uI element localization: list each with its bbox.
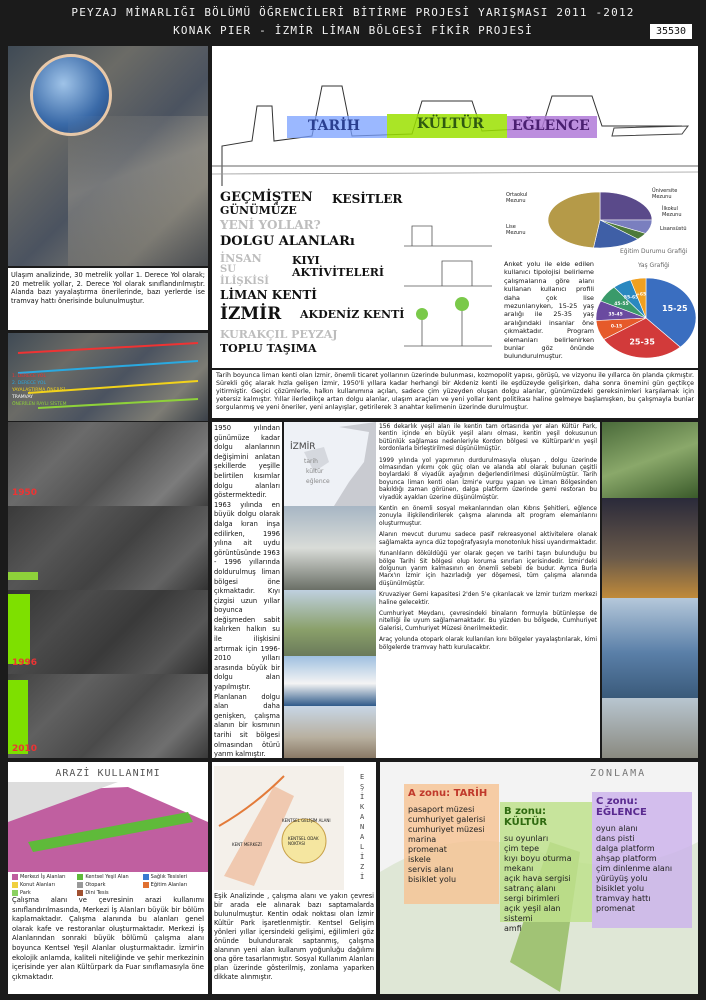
izmir-bay-shape (284, 422, 376, 506)
land-use-map (8, 782, 208, 872)
satellite-map-top-left (8, 46, 208, 266)
year-1996: 1996 (12, 658, 38, 668)
zone-b-item: satranç alanı (504, 884, 556, 893)
pie-label: +65 (636, 292, 647, 298)
zone-c-item: ahşap platform (596, 854, 657, 863)
photo-coast (602, 598, 698, 698)
legend-park: Park (12, 890, 73, 896)
edu-label-ilkokul: İlkokul Mezunu (662, 206, 682, 218)
section-sketches (402, 206, 498, 366)
pie-label: 0-15 (610, 324, 623, 330)
zone-a-item: pasaport müzesi (408, 805, 475, 814)
edu-label-lise: Lise Mezunu (506, 224, 526, 236)
izmir-column (284, 422, 376, 758)
zone-b-title: B zonu: KÜLTÜR (504, 806, 548, 828)
pie-label: 35-45 (608, 312, 623, 318)
pie-slice (548, 192, 600, 248)
year-2010: 2010 (12, 744, 38, 754)
age-title: Yaş Grafiği (638, 262, 670, 269)
edu-label-lisansustu: Lisansüstü (660, 226, 687, 232)
legend-egitim: Eğitim Alanları (143, 882, 204, 888)
threshold-label-3: KENT MERKEZİ (232, 842, 262, 847)
zone-c-item: promenat (596, 904, 635, 913)
zone-b-item: açık yeşil alan sistemi (504, 904, 561, 923)
kw-insan: İNSAN (220, 252, 262, 265)
kw-gecmisten: GEÇMİŞTEN (220, 190, 313, 205)
zone-c-item: tramvay hattı (596, 894, 651, 903)
year-1950: 1950 (12, 488, 38, 498)
photo-harbor (602, 698, 698, 758)
zone-c-list (596, 824, 688, 914)
zone-b-item: sergi birimleri (504, 894, 560, 903)
zone-a-list (408, 805, 495, 885)
izmir-word-kultur: kültür (306, 468, 324, 475)
pie-slice (600, 192, 652, 220)
kw-kiyi: KIYI (292, 254, 320, 267)
photo-square (284, 706, 376, 758)
zone-b-item: kıyı boyu oturma mekanı (504, 854, 572, 873)
zone-a-item: cumhuriyet müzesi (408, 825, 485, 834)
pie-label: 45-55 (614, 301, 629, 307)
zone-b-item: amfi (504, 924, 522, 933)
age-pie (592, 268, 698, 366)
land-use-panel (8, 762, 208, 994)
sketch-strip (212, 46, 698, 186)
zone-b-item: çim tepe (504, 844, 540, 853)
strip-label-tarih: TARİH (308, 118, 360, 134)
legend-item: TRAMVAY (12, 395, 33, 400)
edu-title: Eğitim Durumu Grafiği (620, 248, 688, 255)
dolgu-text-panel: 1950 yılından günümüze kadar dolgu alanlarının değişimini anlatan şekillerde yeşille belirtilen kısımlar dolgu alanları göstermektedir. 1963 yılında en büyük dolgu olarak dalga kıran inşa edilirken, 1996 yılına ait uydu görüntüsünde 1963 - 1996 yıllarında doldurulmuş liman bölgesi öne çıkmaktadır. Kıyı çizgisi uzun yıllar boyunca değişmeden sabit kalırken halkın su ile ilişkisini artırmak için 1996-2010 yılları arasında büyük bir dolgu alan yapılmıştır. Planlanan dolgu alan daha genişken, çalışma alanın bir kısmının tarihi sit bölgesi olmasından ötürü yarım kalmıştır. (214, 424, 280, 759)
photo-promenade (284, 590, 376, 656)
history-image-2010 (8, 674, 208, 758)
threshold-label-2: KENTSEL ODAK NOKTASI (288, 836, 319, 846)
kw-akdeniz: AKDENİZ KENTİ (300, 308, 405, 321)
history-image-1963 (8, 506, 208, 590)
zone-a-item: marina (408, 835, 437, 844)
zone-c-item: oyun alanı (596, 824, 638, 833)
zone-c-item: çim dinlenme alanı (596, 864, 673, 873)
middle-text-panel: 156 dekarlık yeşil alan ile kentin tam ortasında yer alan Kültür Park, kentin içinde en büyük yeşil alanı olması, kentin yeşil dokusunun bütünlük sağlaması nedenleriyle Kordon bölgesi ve Kültürpark'ın yeşil kordonlarla birleştirilmesi düşünülmüştür. 1999 yılında yol yapımının durdurulmasıyla oluşan , dolgu üzerinde olmasından yıkımı çok güç olan ve alanda atıl olarak bulunan çeşitli boylardaki 8 viyadük ayağının değerlendirilmesi düşünülmüştür. Tarih boyunca liman kenti olan İzmir'e vurgu yapan ve Liman Bölgesinden bakıldığı zaman görünen, dalga platform üzerinde gemi restoran bu viyadük ayakları üzerine düşünülmüştür. Kentin en önemli sosyal mekanlarından olan Kıbrıs Şehitleri, eğlence zonuyla ilişkilendirilerek çalışma alanında alt program elemanlarını oluşturmuştur. Alanın mevcut durumu sadece pasif rekreasyonel aktivitelere olanak sağlamakta ayrıca düz topoğrafyasıyla monotonluk hissi uyandırmaktadır. Yunanlıların döküldüğü yer olarak geçen ve tarihi taşın bulunduğu bu bölge Tarihi Sit bölgesi olup koruma sınırları içerisindedir. İzmir'deki dolgunun yarım kalmasının en önemli sebebi de budur. Ayrıca Burla Marx'ın İzmir için hazırladığı yer döşemesi, tüm çalışma alanında düşünülmüştür. Kruvaziyer Gemi kapasitesi 2'den 5'e çıkarılacak ve İzmir turizm merkezi haline gelecektir. Cumhuriyet Meydanı, çevresindeki binaların formuyla bütünleşse de nitelliği ile uyum sağlamamaktadır. Bu yüzden bu bölgede, Cumhuriyet Galerisi, Cumhuriyet Müzesi önerilmektedir. Araç yolunda otopark olarak kullanılan kını bölgeler yayalaştırılarak, kimi bölgelerde tramvay hattı kurulacaktır. (376, 422, 600, 758)
legend-item: YAYALAŞTIRMA ÖNERİSİ (12, 388, 66, 393)
strip-label-kultur: KÜLTÜR (417, 116, 484, 132)
poster-subtitle: KONAK PIER - İZMİR LİMAN BÖLGESİ FİKİR PROJESİ (173, 24, 533, 37)
kw-dolgu: DOLGU ALANLARı (220, 234, 355, 249)
legend-saglik: Sağlık Tesisleri (143, 874, 204, 880)
zone-a-item: cumhuriyet galerisi (408, 815, 486, 824)
zone-b-list (504, 834, 588, 934)
legend-konut: Konut Alanları (12, 882, 73, 888)
pie-label: 15-25 (662, 303, 688, 313)
zone-a (404, 784, 499, 904)
kw-kesitler: KESİTLER (332, 192, 403, 206)
history-images (8, 422, 208, 758)
legend-merkezi-is: Merkezi İş Alanları (12, 874, 73, 880)
photo-kulturpark (602, 422, 698, 498)
edu-label-univ: Üniversite Mezunu (652, 188, 678, 200)
history-image-1996 (8, 590, 208, 674)
kw-su: SU (220, 264, 236, 275)
legend-kentsel-yesil: Kentsel Yeşil Alan (77, 874, 138, 880)
zone-c-item: bisiklet yolu (596, 884, 645, 893)
zone-c (592, 792, 692, 928)
zone-a-item: bisiklet yolu (408, 875, 457, 884)
legend-item: ÖNERİLEN RAYLI SİSTEM (12, 402, 67, 407)
threshold-text: Eşik Analizinde , çalışma alanı ve yakın çevresi bir arada ele alınarak bazı saptamalarda bulunulmuştur. Kentin odak noktası olan İzmir Kültür Park işaretlenmiştir. Kentsel Gelişim yönleri yıllar içersindeki gelişimi, eğilimleri göz önünde bulundurarak saptanmış, çalışma alanının yeni alan kullanım yoğunluğu dağılımı ona göre tasarlanmıştır. Sosyal Kullanım Alanları plan üzerinde gösterilmiş, zonlama yaparken dikkate alınmıştır. (214, 892, 374, 981)
coastline-strip (68, 116, 208, 266)
kw-iliskisi: İLİŞKİSİ (220, 276, 269, 287)
izmir-map-title: İZMİR (290, 442, 316, 452)
transport-analysis-text: Ulaşım analizinde, 30 metrelik yollar 1. Derece Yol olarak; 20 metrelik yollar, 2. Derece Yol olarak sınıflandırılmıştır. Alanda bazı yayalaştırma önerilerinde, bazı yerlerde ise tramvay hattı önerisinde bulunulmuştur. (8, 268, 208, 330)
zone-c-title: C zonu: EĞLENCE (596, 796, 647, 818)
kw-liman-kenti: LİMAN KENTİ (220, 288, 317, 302)
zoning-title: ZONLAMA (590, 768, 647, 779)
survey-panel (502, 186, 698, 368)
photo-cruise-ship (284, 656, 376, 706)
zone-c-item: dans pisti (596, 834, 635, 843)
history-image-1950 (8, 422, 208, 506)
fill-area-1963 (8, 572, 38, 580)
kw-yeni-yollar: YENİ YOLLAR? (220, 218, 321, 232)
zone-a-item: promenat (408, 845, 447, 854)
zone-b-item: açık hava sergisi (504, 874, 571, 883)
threshold-label-1: KENTSEL GELİŞİM ALANI (282, 818, 331, 823)
kw-gunumuze: GÜNÜMÜZE (220, 204, 297, 217)
kw-toplu-tasima: TOPLU TAŞIMA (220, 342, 317, 355)
zone-c-item: dalga platform (596, 844, 655, 853)
kw-izmir: İZMİR (220, 304, 282, 324)
survey-text: Anket yolu ile elde edilen kullanıcı tipolojisi belirleme çalışmalarına göre alanı kullanan kullanıcı profili daha çok lise mezunlarıyken, 15-25 yaş aralığı ile 25-35 yaş aralığındaki insanlar öne çıkmaktadır. Program elemanları belirlenirken bunlar göz önünde bulundurulmuştur. (504, 260, 594, 361)
keywords-panel (212, 186, 502, 368)
kw-kurakcil: KURAKÇIL PEYZAJ (220, 328, 338, 341)
right-photos (602, 422, 698, 758)
photo-viaduct (284, 506, 376, 590)
legend-item: 2. DERECE YOL (12, 381, 46, 386)
pie-label: 25-35 (629, 337, 655, 347)
izmir-word-tarih: tarih (304, 458, 318, 465)
photo-night-street (602, 498, 698, 598)
pie-label: 55-65 (623, 295, 639, 301)
legend-otopark: Otopark (77, 882, 138, 888)
intro-band: Tarih boyunca liman kenti olan İzmir, önemli ticaret yollarının üzerinde bulunması, kozmopolit yapısı, görüşü, ve vizyonu ile yıllarca ön planda çıkmıştır. Sürekli göç alarak hızla gelişen İzmir, 1950'li yıllara kadar herhangi bir Akdeniz kenti ile eşdüzeyde gelişirken, daha sonra önemini gün geçtikçe yitirmiştir. Geçici çözümlerle, halkın kullanımına açılan, sadece çim yüzeyden oluşan dolgu alanlar, günümüzdeki gereksinimleri karşılamak için yetersiz kalmıştır. Yıllar ilerledikçe artan dolgu alanlar, ulaşım araçları ve yeni yollar kent politikası haline gelmeye başlamışken, bu çalışmayla bunlar sorgulanmış ve yeni öneriler, yeni anlayışlar, getirilerek 3 anahtar kelimenin üzerinde durulmuştur. (212, 370, 698, 418)
land-use-text: Çalışma alanı ve çevresinin arazi kullanımı sınıflandırılmasında, Merkezi İş Alanları büyük bir bölüm kaplamaktadır. Çalışma alanında bu alanları genel olarak kafe ve restoranlar oluşturmaktadır. Merkezi İş Alanlarından sonraki büyük bölümü çalışma alanı boyunca Kentsel Yeşil Alanlar oluşturmaktadır. İzmir'in ekolojik anlamda, kaliteli niteliğinde ve şehir merkezinin içerisinde yer alan Kültürpark da Fuar sınıflamasıyla öne çıkmaktadır. (12, 896, 204, 981)
fill-area-1996 (8, 594, 30, 664)
legend-dini: Dini Tesis (77, 890, 138, 896)
threshold-title: EŞİK ANALİZİ (360, 773, 366, 881)
poster-title: PEYZAJ MİMARLIĞI BÖLÜMÜ ÖĞRENCİLERİ BİTİRME PROJESİ YARIŞMASI 2011 -2012 (71, 6, 635, 19)
entry-code: 35530 (650, 24, 692, 39)
izmir-word-eglence: eğlence (306, 478, 330, 485)
zone-b (500, 802, 592, 933)
zone-a-item: servis alanı (408, 865, 454, 874)
izmir-map (284, 422, 376, 506)
threshold-map (214, 766, 344, 890)
strip-label-eglence: EĞLENCE (512, 118, 590, 134)
fill-area-2010 (8, 680, 28, 754)
zone-a-title: A zonu: TARİH (408, 788, 488, 799)
zone-a-item: iskele (408, 855, 431, 864)
transport-legend (12, 373, 68, 408)
zoning-panel (380, 762, 698, 994)
transport-map (8, 333, 208, 421)
land-use-legend (12, 874, 204, 896)
legend-item: 1. DERECE YOL (12, 374, 46, 379)
edu-label-ortaokul: Ortaokul Mezunu (506, 192, 528, 204)
land-use-title: ARAZİ KULLANIMI (55, 768, 161, 779)
zone-c-item: yürüyüş yolu (596, 874, 648, 883)
threshold-panel (212, 762, 376, 994)
kw-aktiviteleri: AKTİVİTELERİ (292, 266, 385, 279)
zone-b-item: su oyunları (504, 834, 549, 843)
